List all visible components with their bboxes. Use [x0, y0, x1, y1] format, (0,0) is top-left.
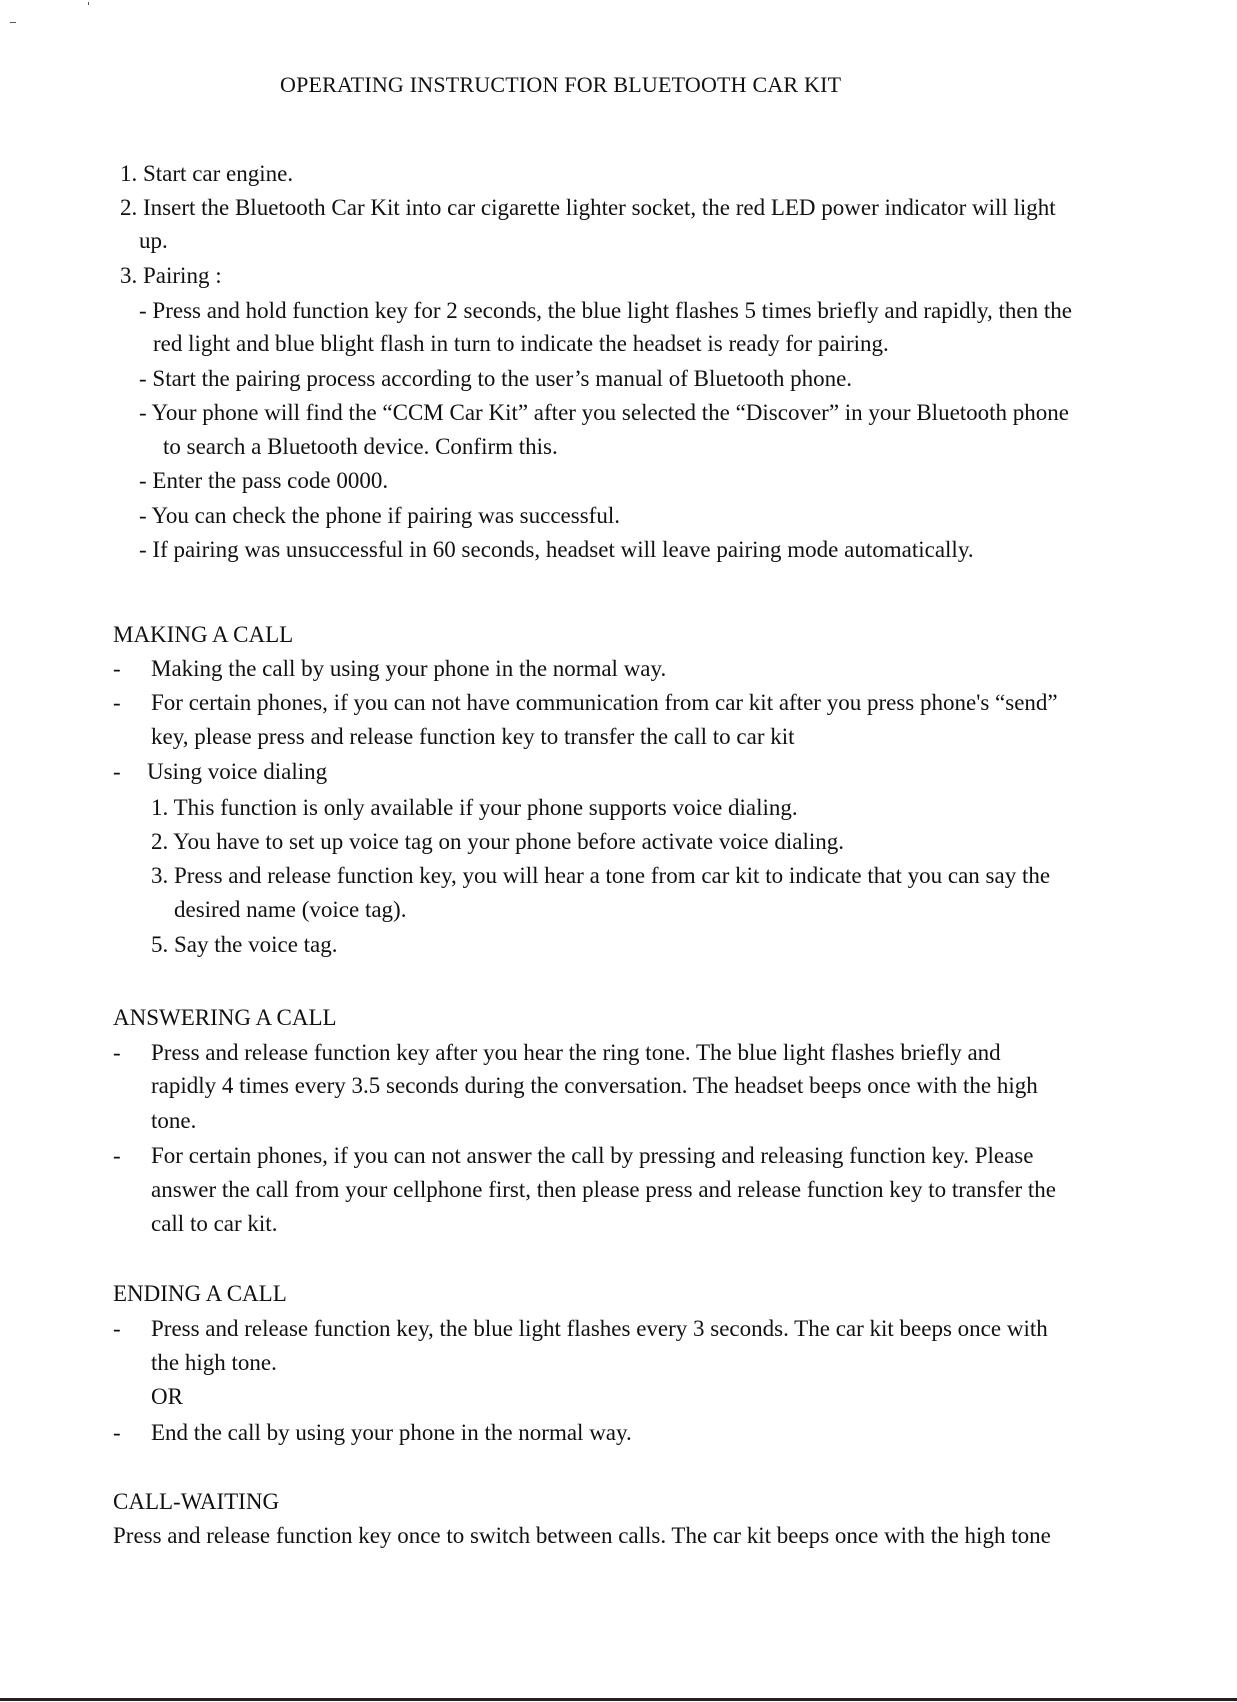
making-item-3: Using voice dialing	[147, 759, 328, 784]
bullet: -	[113, 1420, 121, 1445]
pairing-item-3-line-2: to search a Bluetooth device. Confirm this.	[163, 434, 558, 459]
scan-speck	[10, 22, 16, 23]
bullet: -	[113, 1143, 121, 1168]
ending-item-2: End the call by using your phone in the normal way.	[151, 1420, 632, 1445]
answering-call-heading: ANSWERING A CALL	[113, 1005, 337, 1030]
voice-step-3-line-1: 3. Press and release function key, you will hear a tone from car kit to indicate that you can say the	[151, 863, 1051, 888]
call-waiting-text: Press and release function key once to switch between calls. The car kit beeps once with the high tone	[113, 1523, 1051, 1548]
voice-step-3-line-2: desired name (voice tag).	[174, 897, 407, 922]
pairing-item-1-line-2: red light and blue blight flash in turn to indicate the headset is ready for pairing.	[153, 331, 889, 356]
answering-item-2-line-2: answer the call from your cellphone first, then please press and release function key to transfer the	[151, 1177, 1056, 1202]
bullet: -	[113, 656, 121, 681]
making-item-2-line-1: For certain phones, if you can not have communication from car kit after you press phone's “send”	[151, 690, 1058, 715]
making-item-2-line-2: key, please press and release function key to transfer the call to car kit	[151, 724, 795, 749]
ending-item-1-line-1: Press and release function key, the blue light flashes every 3 seconds. The car kit beeps once with	[151, 1316, 1048, 1341]
bullet: -	[113, 759, 121, 784]
ending-or: OR	[151, 1384, 183, 1409]
making-call-heading: MAKING A CALL	[113, 622, 294, 647]
voice-step-2: 2. You have to set up voice tag on your phone before activate voice dialing.	[151, 829, 845, 854]
making-item-1: Making the call by using your phone in the normal way.	[151, 656, 667, 681]
scan-border-line	[0, 1698, 1237, 1701]
voice-step-1: 1. This function is only available if your phone supports voice dialing.	[151, 795, 798, 820]
step-2-line-2: up.	[139, 228, 168, 253]
answering-item-1-line-1: Press and release function key after you hear the ring tone. The blue light flashes briefly and	[151, 1040, 1001, 1065]
step-1: 1. Start car engine.	[120, 161, 294, 186]
pairing-item-3-line-1: - Your phone will find the “CCM Car Kit” after you selected the “Discover” in your Bluetooth phone	[139, 400, 1070, 425]
bullet: -	[113, 1316, 121, 1341]
pairing-item-6: - If pairing was unsuccessful in 60 seconds, headset will leave pairing mode automatically.	[139, 537, 974, 562]
pairing-item-5: - You can check the phone if pairing was successful.	[139, 503, 620, 528]
bullet: -	[113, 690, 121, 715]
scan-speck	[88, 2, 89, 5]
pairing-item-4: - Enter the pass code 0000.	[139, 468, 389, 493]
page-title: OPERATING INSTRUCTION FOR BLUETOOTH CAR KIT	[280, 72, 842, 97]
step-2-line-1: 2. Insert the Bluetooth Car Kit into car cigarette lighter socket, the red LED power indicator will light	[120, 195, 1056, 220]
answering-item-1-line-3: tone.	[151, 1108, 197, 1133]
pairing-item-2: - Start the pairing process according to the user’s manual of Bluetooth phone.	[139, 366, 853, 391]
answering-item-2-line-3: call to car kit.	[151, 1211, 278, 1236]
call-waiting-heading: CALL-WAITING	[113, 1489, 280, 1514]
ending-item-1-line-2: the high tone.	[151, 1350, 277, 1375]
step-3-pairing: 3. Pairing :	[120, 263, 222, 288]
ending-call-heading: ENDING A CALL	[113, 1281, 287, 1306]
bullet: -	[113, 1040, 121, 1065]
voice-step-5: 5. Say the voice tag.	[151, 932, 338, 957]
pairing-item-1-line-1: - Press and hold function key for 2 seconds, the blue light flashes 5 times briefly and rapidly, then the	[139, 298, 1072, 323]
answering-item-2-line-1: For certain phones, if you can not answer the call by pressing and releasing function key. Please	[151, 1143, 1034, 1168]
answering-item-1-line-2: rapidly 4 times every 3.5 seconds during the conversation. The headset beeps once with the high	[151, 1073, 1038, 1098]
